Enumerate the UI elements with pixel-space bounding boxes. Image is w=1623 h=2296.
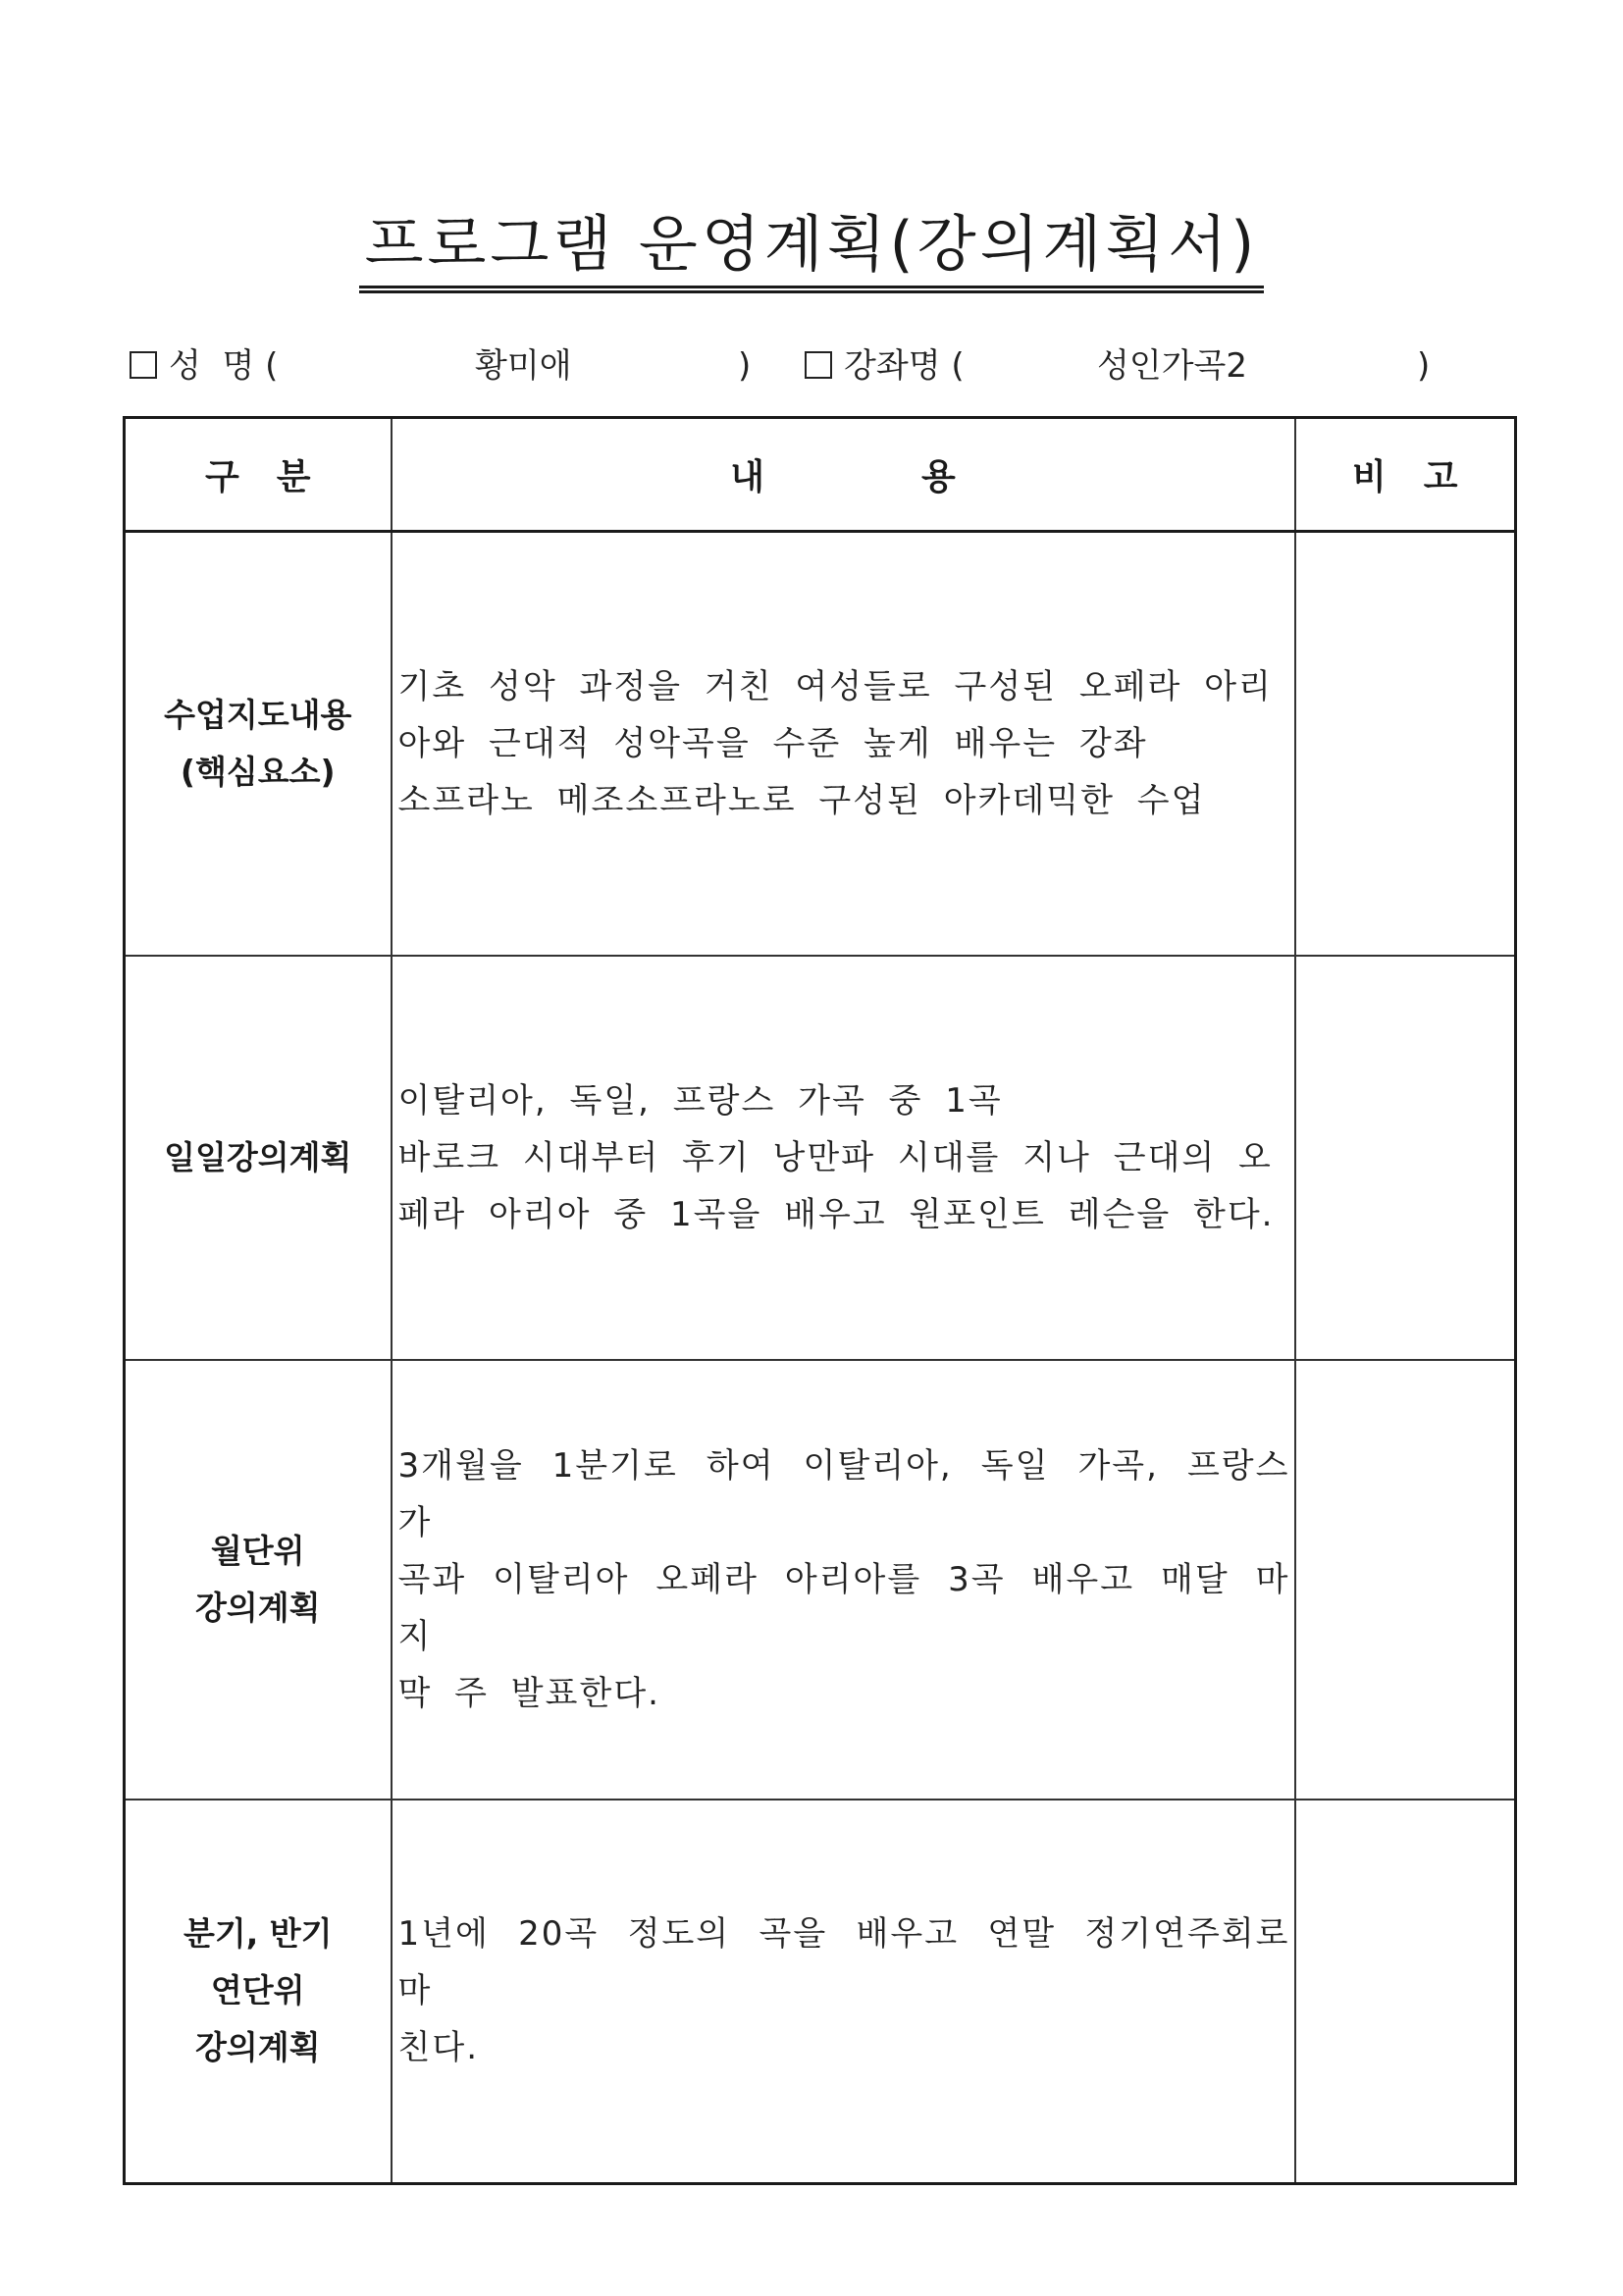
row-note-daily-plan	[1295, 956, 1516, 1360]
content-line: 1년에 20곡 정도의 곡을 배우고 연말 정기연주회로 마	[397, 1914, 1290, 2011]
name-value: 황미애	[475, 346, 572, 386]
course-close: )	[1417, 346, 1431, 386]
content-line: 소프라노 메조소프라노로 구성된 아카데믹한 수업	[397, 780, 1206, 820]
content-line: 친다.	[397, 2028, 479, 2068]
row-label-daily-plan: 일일강의계획	[125, 956, 392, 1360]
title-container	[0, 208, 1623, 293]
info-row	[0, 341, 1623, 391]
content-line: 막 주 발표한다.	[397, 1673, 660, 1713]
content-line: 페라 아리아 중 1곡을 배우고 원포인트 레슨을 한다.	[397, 1194, 1275, 1234]
row-label-lesson-content: 수업지도내용 (핵심요소)	[125, 532, 392, 956]
course-field	[805, 341, 965, 391]
row-note-monthly-plan	[1295, 1360, 1516, 1800]
content-line: 이탈리아, 독일, 프랑스 가곡 중 1곡	[397, 1080, 1003, 1121]
document-title: 프로그램 운영계획(강의계획서)	[359, 211, 1265, 293]
table-row	[125, 1800, 1516, 2184]
header-content: 내용	[392, 418, 1295, 532]
plan-table	[123, 416, 1517, 2185]
content-line: 3개월을 1분기로 하여 이탈리아, 독일 가곡, 프랑스 가	[397, 1445, 1290, 1542]
table-header-row	[125, 418, 1516, 532]
row-content-yearly-plan	[392, 1800, 1295, 2184]
row-note-yearly-plan	[1295, 1800, 1516, 2184]
content-line: 기초 성악 과정을 거친 여성들로 구성된 오페라 아리	[397, 666, 1273, 706]
row-content-daily-plan	[392, 956, 1295, 1360]
row-content-lesson-content	[392, 532, 1295, 956]
table-row	[125, 532, 1516, 956]
course-label: 강좌명 (	[844, 346, 965, 386]
header-note: 비고	[1295, 418, 1516, 532]
content-line: 곡과 이탈리아 오페라 아리아를 3곡 배우고 매달 마지	[397, 1559, 1290, 1656]
name-field	[130, 341, 278, 391]
name-checkbox[interactable]	[130, 351, 157, 379]
content-line: 바로크 시대부터 후기 낭만파 시대를 지나 근대의 오	[397, 1137, 1273, 1177]
name-close: )	[738, 346, 752, 386]
row-note-lesson-content	[1295, 532, 1516, 956]
course-checkbox[interactable]	[805, 351, 832, 379]
row-label-monthly-plan: 월단위 강의계획	[125, 1360, 392, 1800]
header-category: 구분	[125, 418, 392, 532]
row-content-monthly-plan	[392, 1360, 1295, 1800]
course-value: 성인가곡2	[1097, 346, 1248, 386]
content-line: 아와 근대적 성악곡을 수준 높게 배우는 강좌	[397, 723, 1148, 763]
table-row	[125, 956, 1516, 1360]
table-row	[125, 1360, 1516, 1800]
name-label: 성 명 (	[169, 346, 279, 386]
row-label-yearly-plan: 분기, 반기 연단위 강의계획	[125, 1800, 392, 2184]
